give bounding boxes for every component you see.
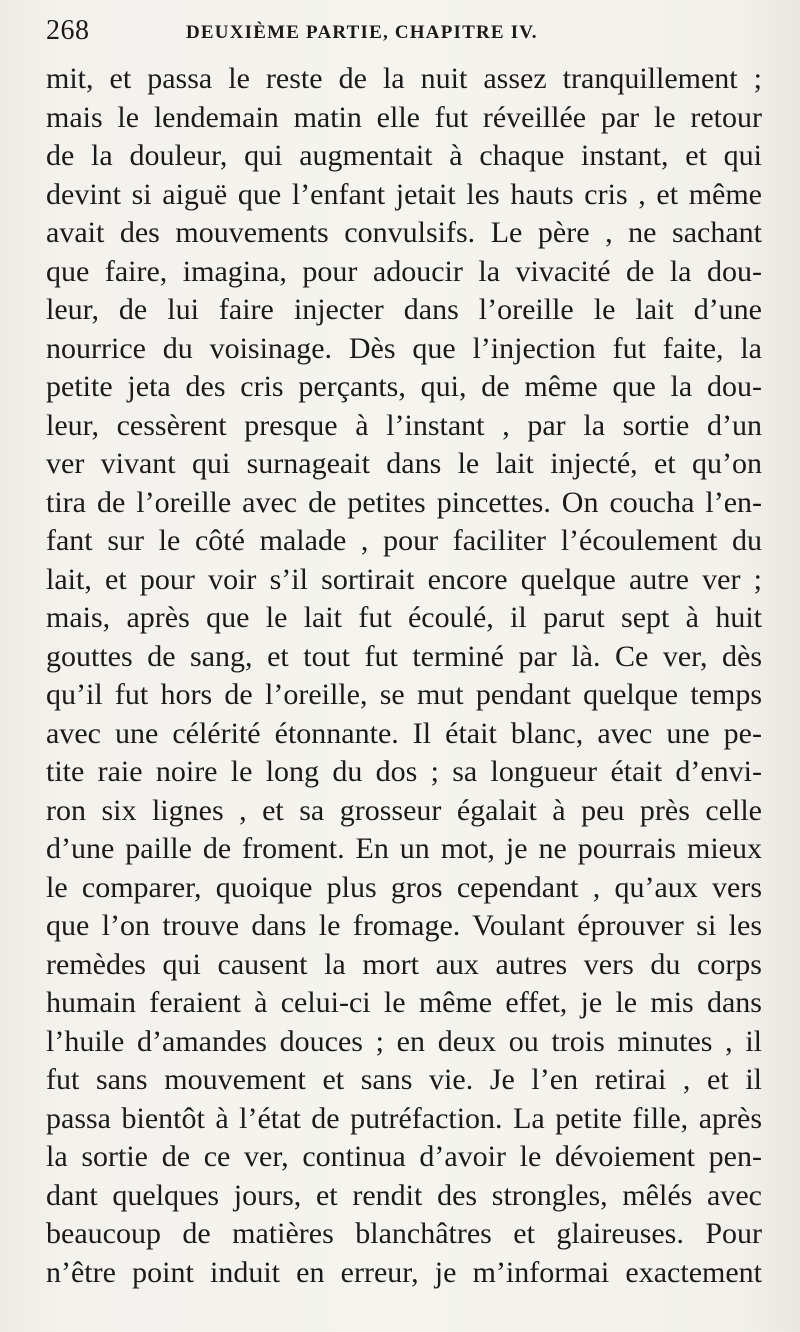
page-number: 268 xyxy=(46,15,90,46)
body-text xyxy=(46,60,762,1292)
text-line: leur, de lui faire injecter dans l’oreille le lait d’une xyxy=(46,293,762,326)
text-line: devint si aiguë que l’enfant jetait les hauts cris , et même xyxy=(46,177,762,211)
text-line: tira de l’oreille avec de petites pincettes. On coucha l’en- xyxy=(46,485,762,519)
text-line: ron six lignes , et sa grosseur égalait à peu près celle xyxy=(46,793,762,827)
text-line: fut sans mouvement et sans vie. Je l’en retirai , et il xyxy=(46,1063,762,1096)
text-line: remèdes qui causent la mort aux autres vers du corps xyxy=(46,947,762,981)
text-line: leur, cessèrent presque à l’instant , par la sortie d’un xyxy=(46,408,762,442)
text-line: d’une paille de froment. En un mot, je ne pourrais mieux xyxy=(46,832,762,865)
text-line: de la douleur, qui augmentait à chaque instant, et qui xyxy=(46,139,762,172)
text-line: lait, et pour voir s’il sortirait encore quelque autre ver ; xyxy=(46,562,762,596)
text-line: le comparer, quoique plus gros cependant , qu’aux vers xyxy=(46,870,762,904)
text-line: humain feraient à celui-ci le même effet, je le mis dans xyxy=(46,986,762,1019)
page-header xyxy=(46,14,760,48)
text-line: mit, et passa le reste de la nuit assez tranquillement ; xyxy=(46,62,762,95)
text-line: ver vivant qui surnageait dans le lait injecté, et qu’on xyxy=(46,447,762,480)
text-line: avait des mouvements convulsifs. Le père , ne sachant xyxy=(46,216,762,249)
text-line: qu’il fut hors de l’oreille, se mut pendant quelque temps xyxy=(46,678,762,711)
text-line: mais le lendemain matin elle fut réveillée par le retour xyxy=(46,100,762,134)
text-line: que faire, imagina, pour adoucir la vivacité de la dou- xyxy=(46,254,762,288)
text-line: l’huile d’amandes douces ; en deux ou trois minutes , il xyxy=(46,1024,762,1058)
text-line: dant quelques jours, et rendit des strongles, mêlés avec xyxy=(46,1178,762,1212)
text-line: petite jeta des cris perçants, qui, de même que la dou- xyxy=(46,370,762,403)
text-line: mais, après que le lait fut écoulé, il parut sept à huit xyxy=(46,601,762,634)
text-line: que l’on trouve dans le fromage. Voulant éprouver si les xyxy=(46,909,762,942)
text-line: passa bientôt à l’état de putréfaction. La petite fille, après xyxy=(46,1101,762,1135)
text-line: n’être point induit en erreur, je m’informai exactement xyxy=(46,1255,762,1289)
running-head: DEUXIÈME PARTIE, CHAPITRE IV. xyxy=(186,22,538,43)
text-line: beaucoup de matières blanchâtres et glaireuses. Pour xyxy=(46,1217,762,1250)
text-line: tite raie noire le long du dos ; sa longueur était d’envi- xyxy=(46,755,762,788)
text-line: fant sur le côté malade , pour faciliter l’écoulement du xyxy=(46,524,762,557)
text-line: avec une célérité étonnante. Il était blanc, avec une pe- xyxy=(46,716,762,750)
text-line: la sortie de ce ver, continua d’avoir le dévoiement pen- xyxy=(46,1140,762,1173)
text-line: gouttes de sang, et tout fut terminé par là. Ce ver, dès xyxy=(46,639,762,673)
text-line: nourrice du voisinage. Dès que l’injection fut faite, la xyxy=(46,331,762,365)
